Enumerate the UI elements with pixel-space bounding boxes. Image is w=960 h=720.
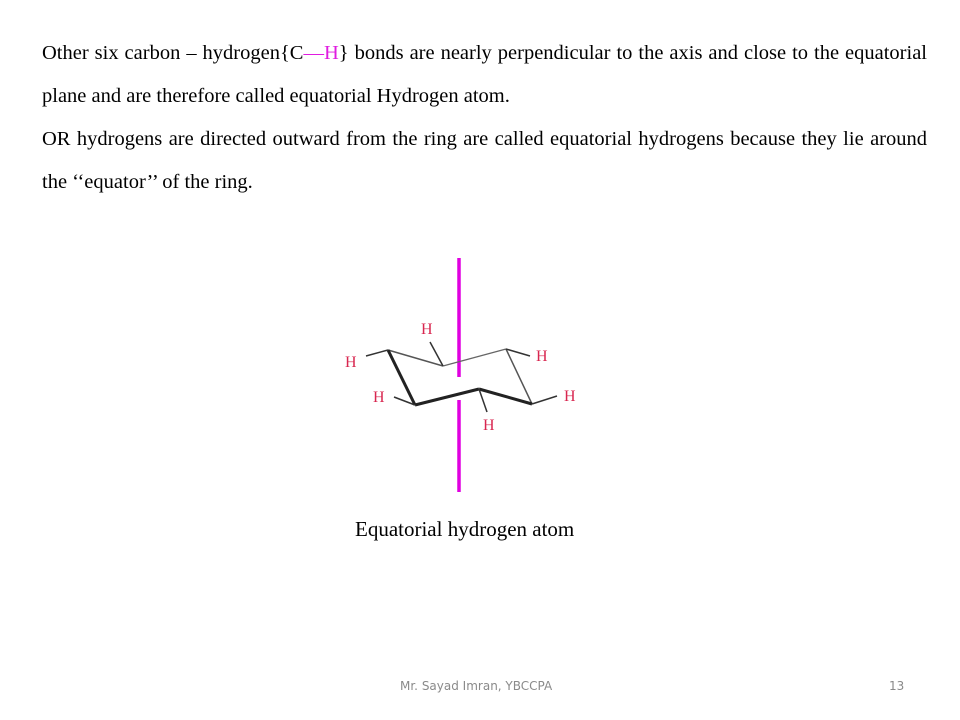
ch-bond-right <box>532 396 557 404</box>
ring-bond-back-middle <box>443 349 506 366</box>
ring-bond-front-right <box>479 389 532 404</box>
h-label-bottom-center: H <box>483 417 495 434</box>
ring-bond-back-right <box>506 349 532 404</box>
paragraph-equatorial-definition <box>42 32 927 118</box>
paragraph-equator-explanation: OR hydrogens are directed outward from the ring are called equatorial hydrogens because they lie around the ‘‘equator’’ of the ring. <box>42 128 927 193</box>
text-after-bond: } bonds are nearly perpendicular to the axis and close to the equatorial plane and are therefore called equatorial Hydrogen atom. <box>42 42 927 107</box>
h-label-bottom-left: H <box>373 389 385 406</box>
bond-dash: — <box>303 42 324 64</box>
bond-hydrogen: H <box>323 42 339 64</box>
ring-bond-front-middle <box>415 389 479 405</box>
text-before-bond: Other six carbon – hydrogen{C <box>42 42 304 64</box>
h-label-top-right: H <box>536 348 548 365</box>
slide-number: 13 <box>889 679 905 693</box>
cyclohexane-chair-diagram <box>330 250 590 500</box>
h-label-right: H <box>564 388 576 405</box>
h-label-left: H <box>345 354 357 371</box>
ring-bond-front-left <box>388 350 415 405</box>
h-label-top-left: H <box>421 321 433 338</box>
ch-bond-left <box>366 350 388 356</box>
diagram-caption: Equatorial hydrogen atom <box>355 517 575 541</box>
footer-author: Mr. Sayad Imran, YBCCPA <box>400 679 553 693</box>
